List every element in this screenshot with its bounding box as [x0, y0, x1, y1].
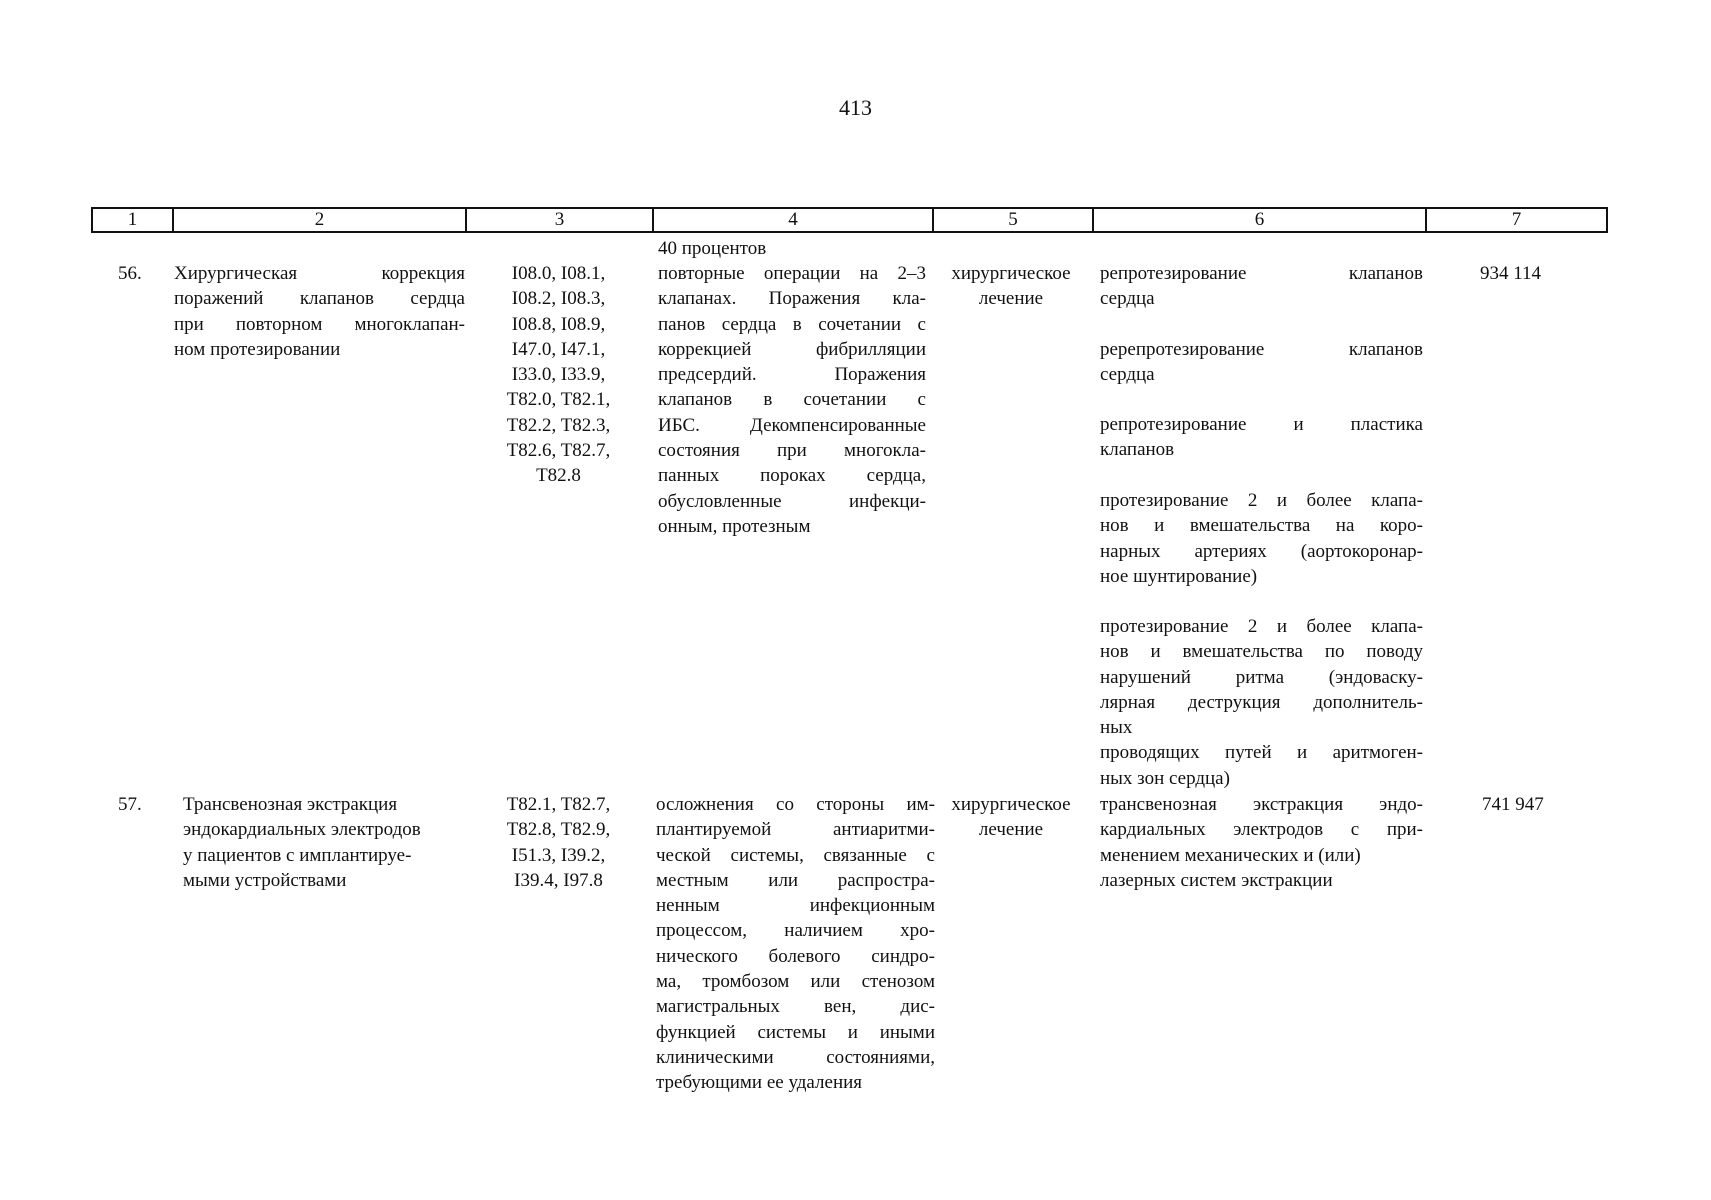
- row-method-line: ное шунтирование): [1100, 565, 1258, 587]
- row-treatment: [941, 792, 1081, 843]
- row-treatment-line: лечение: [978, 819, 1044, 841]
- row-method-line: сердца: [1100, 364, 1155, 386]
- row-model-line: ненным инфекционным: [656, 895, 935, 917]
- row-method-line: лярная деструкция дополнитель-: [1100, 691, 1423, 713]
- row-method-line: протезирование 2 и более клапа-: [1100, 490, 1423, 511]
- row-method-line: репротезирование клапанов: [1100, 263, 1423, 284]
- column-number-header: [91, 207, 1608, 233]
- row-model-line: коррекцией фибрилляции: [658, 338, 926, 360]
- row-method-line: нов и вмешательства по поводу: [1100, 641, 1423, 663]
- page-number: 413: [839, 95, 872, 120]
- row-method-line: репротезирование и пластика: [1100, 414, 1423, 435]
- row-model-line: функцией системы и иными: [656, 1021, 935, 1043]
- row-model: [658, 261, 926, 539]
- row-method: [1100, 488, 1423, 589]
- header-col-4: 4: [654, 209, 934, 231]
- row-model-line: магистральных вен, дис-: [656, 996, 935, 1018]
- row-model-line: нического болевого синдро-: [656, 945, 935, 967]
- row-method-line: проводящих путей и аритмоген-: [1100, 742, 1423, 764]
- row-name-line: при повторном многоклапан-: [174, 313, 465, 335]
- row-number: 57.: [118, 794, 142, 815]
- row-name: [183, 792, 465, 893]
- row-method-line: менением механических и (или): [1100, 844, 1361, 866]
- row-treatment-line: лечение: [978, 288, 1044, 310]
- row-model: [656, 792, 935, 1096]
- row-name-line: мыми устройствами: [183, 869, 347, 891]
- header-col-2: 2: [174, 209, 467, 231]
- row-method-line: нарушений ритма (эндоваску-: [1100, 666, 1423, 688]
- row-codes-line: T82.8: [536, 465, 581, 487]
- row-model-line: предсердий. Поражения: [658, 364, 926, 386]
- row-treatment: [941, 261, 1081, 312]
- row-model-line: требующими ее удаления: [656, 1072, 863, 1094]
- row-method-line: сердца: [1100, 288, 1155, 310]
- row-model-line: панов сердца в сочетании с: [658, 313, 926, 335]
- row-codes-line: T82.8, T82.9,: [506, 819, 611, 841]
- row-model-line: онным, протезным: [658, 515, 811, 537]
- row-model-line: ческой системы, связанные с: [656, 844, 935, 866]
- row-model-line: обусловленные инфекци-: [658, 490, 926, 512]
- row-cost: 741 947: [1482, 794, 1544, 815]
- row-codes-line: I47.0, I47.1,: [511, 338, 606, 360]
- header-col-7: 7: [1511, 209, 1522, 230]
- row-method: [1100, 792, 1423, 893]
- continuation-text: 40 процентов: [658, 238, 767, 259]
- row-name-line: поражений клапанов сердца: [174, 288, 465, 310]
- row-model-line: ИБС. Декомпенсированные: [658, 414, 926, 436]
- row-name-line: у пациентов с имплантируе-: [183, 844, 412, 866]
- row-model-line: панных пороках сердца,: [658, 465, 926, 487]
- row-method-line: протезирование 2 и более клапа-: [1100, 616, 1423, 637]
- row-method-line: клапанов: [1100, 439, 1175, 461]
- header-col-1: 1: [93, 209, 174, 231]
- row-codes-line: I39.4, I97.8: [514, 869, 603, 891]
- header-col-6: 6: [1094, 209, 1427, 231]
- row-method: [1100, 412, 1423, 463]
- row-method: [1100, 337, 1423, 388]
- row-codes-line: I33.0, I33.9,: [511, 364, 606, 386]
- row-name-line: эндокардиальных электродов: [183, 819, 421, 841]
- header-col-5: 5: [934, 209, 1094, 231]
- row-name-line: Трансвенозная экстракция: [183, 794, 398, 815]
- row-codes-line: T82.6, T82.7,: [506, 440, 611, 462]
- row-cost: 934 114: [1480, 263, 1542, 284]
- row-method-line: лазерных систем экстракции: [1100, 869, 1333, 891]
- row-model-line: осложнения со стороны им-: [656, 794, 935, 815]
- row-codes-line: I08.0, I08.1,: [511, 263, 606, 284]
- row-codes: [491, 261, 626, 489]
- row-method-line: ререпротезирование клапанов: [1100, 339, 1423, 360]
- row-codes-line: T82.0, T82.1,: [506, 389, 611, 411]
- row-method: [1100, 614, 1423, 791]
- row-model-line: ма, тромбозом или стенозом: [656, 971, 935, 993]
- row-name: [174, 261, 465, 362]
- row-model-line: процессом, наличием хро-: [656, 920, 935, 942]
- row-method: [1100, 261, 1423, 312]
- row-name-line: ном протезировании: [174, 338, 341, 360]
- row-number: 56.: [118, 263, 142, 284]
- row-treatment-line: хирургическое: [951, 263, 1071, 284]
- row-model-line: состояния при многокла-: [658, 440, 926, 462]
- row-method-line: ных зон сердца): [1100, 767, 1230, 789]
- row-method-line: нарных артериях (аортокоронар-: [1100, 540, 1423, 562]
- row-model-line: клапанах. Поражения кла-: [658, 288, 926, 310]
- row-model-line: клиническими состояниями,: [656, 1046, 935, 1068]
- row-treatment-line: хирургическое: [951, 794, 1071, 815]
- row-codes-line: I08.8, I08.9,: [511, 313, 606, 335]
- row-codes-line: I51.3, I39.2,: [511, 844, 606, 866]
- row-method-line: ных: [1100, 717, 1133, 739]
- row-model-line: плантируемой антиаритми-: [656, 819, 935, 841]
- row-model-line: местным или распростра-: [656, 869, 935, 891]
- row-method-line: кардиальных электродов с при-: [1100, 819, 1423, 841]
- row-model-line: повторные операции на 2–3: [658, 263, 926, 284]
- row-name-line: Хирургическая коррекция: [174, 263, 465, 284]
- row-codes-line: T82.2, T82.3,: [506, 414, 611, 436]
- row-codes-line: I08.2, I08.3,: [511, 288, 606, 310]
- row-codes: [491, 792, 626, 893]
- row-model-line: клапанов в сочетании с: [658, 389, 926, 411]
- row-method-line: нов и вмешательства на коро-: [1100, 515, 1423, 537]
- header-col-3: 3: [467, 209, 654, 231]
- row-method-line: трансвенозная экстракция эндо-: [1100, 794, 1423, 815]
- row-codes-line: T82.1, T82.7,: [506, 794, 611, 815]
